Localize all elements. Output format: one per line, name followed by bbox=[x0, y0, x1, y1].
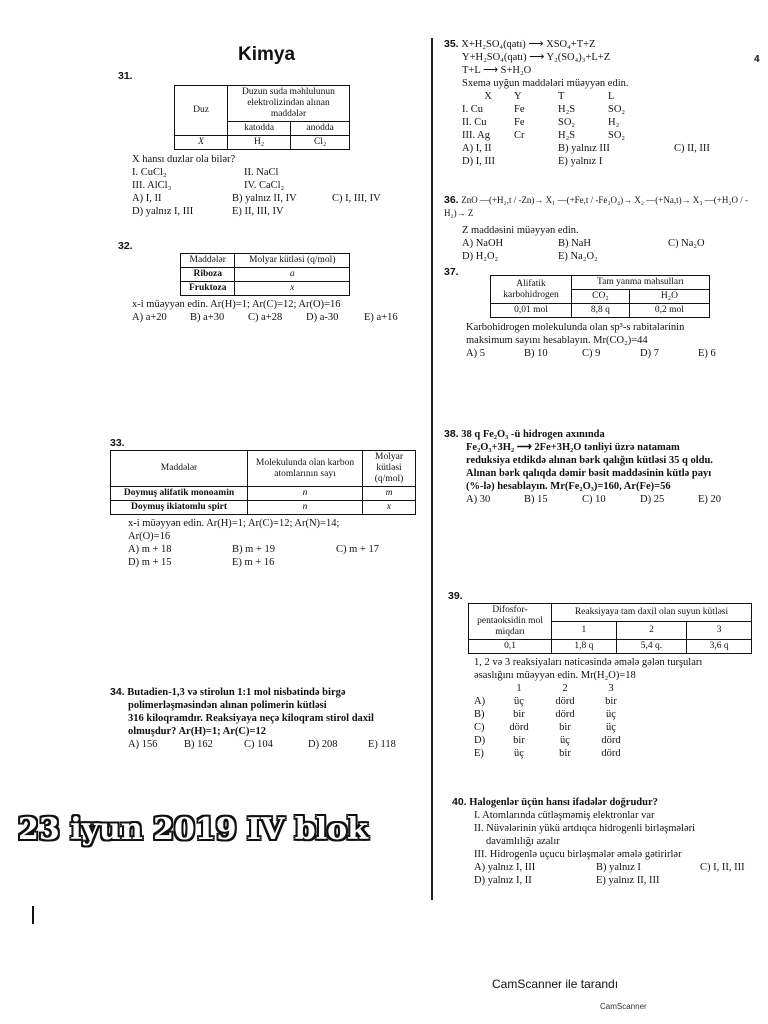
question-38 bbox=[444, 428, 762, 506]
margin-mark bbox=[32, 906, 34, 924]
side-mark: 4 bbox=[754, 54, 760, 65]
q31-option-d[interactable]: D) yalnız I, III bbox=[132, 206, 194, 217]
q36-option-b[interactable]: B) NaH bbox=[558, 238, 591, 249]
question-number: 37. bbox=[444, 266, 459, 278]
q31-item3: III. AlCl₃ bbox=[132, 180, 172, 191]
q33-r2-m: x bbox=[363, 501, 416, 515]
q33-option-d[interactable]: D) m + 15 bbox=[128, 557, 172, 568]
q35-h-t: T bbox=[558, 91, 565, 102]
q36-equation: ZnO —(+H₂,t / -Zn)→ X₁ —(+Fe,t / -Fe₃O₄)→ X₂ —(+Na,t)→ X₃ —(+H₂O / -H₂)→ Z bbox=[444, 195, 748, 218]
q37-question-1: Karbohidrogen molekulunda olan sp³-s rabitələrinin bbox=[466, 322, 685, 333]
option-cell: dörd bbox=[555, 696, 575, 707]
q39-h-2: 2 bbox=[616, 622, 687, 640]
option-cell: bir bbox=[513, 709, 525, 720]
q32-h-madde: Maddələr bbox=[181, 254, 235, 268]
question-31 bbox=[118, 70, 418, 218]
q39-h-reaks: Reaksiyaya tam daxil olan suyun kütləsi bbox=[552, 604, 752, 622]
q39-col-3: 3 bbox=[608, 683, 614, 694]
q37-h-tam: Tam yanma məhsulları bbox=[572, 276, 710, 290]
q39-v-mol: 0,1 bbox=[469, 640, 552, 654]
q37-v-mol: 0,01 mol bbox=[491, 304, 572, 318]
q32-option-c[interactable]: C) a+28 bbox=[248, 312, 283, 323]
scanner-logo-text: CamScanner bbox=[600, 1002, 647, 1011]
q39-h-1: 1 bbox=[552, 622, 617, 640]
question-33 bbox=[110, 437, 430, 569]
q33-option-b[interactable]: B) m + 19 bbox=[232, 544, 275, 555]
q31-x: X bbox=[175, 136, 228, 150]
q37-h-alifatik: Alifatik karbohidrogen bbox=[491, 276, 572, 304]
q40-question: Halogenlər üçün hansı ifadələr doğrudur? bbox=[469, 797, 658, 808]
q33-r1-n: n bbox=[248, 487, 363, 501]
q40-option-b[interactable]: B) yalnız I bbox=[596, 862, 641, 873]
q38-line-2: Fe₂O₃+3H₂ ⟶ 2Fe+3H₂O tənliyi üzrə natamam bbox=[466, 442, 680, 453]
q35-eq-2: Y+H₂SO₄(qatı) ⟶ Y₂(SO₄)₃+L+Z bbox=[462, 52, 611, 63]
q37-question-2: maksimum sayını hesablayın. Mr(CO₂)=44 bbox=[466, 335, 648, 346]
q35-question: Sxemə uyğun maddələri müəyyən edin. bbox=[462, 78, 629, 89]
question-number: 39. bbox=[448, 590, 463, 602]
q35-eq-3: T+L ⟶ S+H₂O bbox=[462, 65, 532, 76]
q37-option-d[interactable]: D) 7 bbox=[640, 348, 659, 359]
option-cell: bir bbox=[559, 722, 571, 733]
question-32 bbox=[118, 240, 418, 324]
q33-h-atom: Molekulunda olan karbon atomlarının sayı bbox=[248, 451, 363, 487]
option-letter: A) bbox=[474, 696, 486, 707]
q35-option-d[interactable]: D) I, III bbox=[462, 156, 495, 167]
q39-col-1: 1 bbox=[516, 683, 522, 694]
q36-option-c[interactable]: C) Na₂O bbox=[668, 238, 705, 249]
q34-line-2: polimerləşməsindən alınan polimerin kütləsi bbox=[128, 700, 327, 711]
q38-option-d[interactable]: D) 25 bbox=[640, 494, 665, 505]
q39-option-c[interactable] bbox=[474, 721, 762, 734]
question-number: 38. bbox=[444, 428, 459, 440]
option-cell: dörd bbox=[509, 722, 529, 733]
q35-r2-y: Fe bbox=[514, 117, 525, 128]
option-cell: üç bbox=[560, 735, 570, 746]
q38-option-b[interactable]: B) 15 bbox=[524, 494, 548, 505]
q38-option-a[interactable]: A) 30 bbox=[466, 494, 491, 505]
q32-option-e[interactable]: E) a+16 bbox=[364, 312, 398, 323]
option-cell: bir bbox=[605, 696, 617, 707]
q39-v-3: 3,6 q bbox=[687, 640, 752, 654]
q33-r2-n: n bbox=[248, 501, 363, 515]
q37-v-co2: 8,8 q bbox=[572, 304, 630, 318]
q40-option-d[interactable]: D) yalnız I, II bbox=[474, 875, 532, 886]
q35-r3-t: H₂S bbox=[558, 130, 576, 141]
q36-option-e[interactable]: E) Na₂O₂ bbox=[558, 251, 598, 262]
option-cell: üç bbox=[514, 748, 524, 759]
q31-h-main: Duzun suda məhlulunun elektrolizindən alınan maddələr bbox=[228, 86, 350, 122]
q31-table bbox=[174, 85, 350, 150]
q37-option-e[interactable]: E) 6 bbox=[698, 348, 716, 359]
question-number: 35. bbox=[444, 38, 459, 50]
q35-r3-y: Cr bbox=[514, 130, 525, 141]
q40-statement-2a: II. Nüvələrinin yükü artdıqca hidrogenli birləşmələri bbox=[474, 823, 696, 834]
q35-r2-l: H₂ bbox=[608, 117, 620, 128]
q33-r2-name: Doymuş ikiatomlu spirt bbox=[111, 501, 248, 515]
q37-option-a[interactable]: A) 5 bbox=[466, 348, 485, 359]
q31-option-b[interactable]: B) yalnız II, IV bbox=[232, 193, 297, 204]
q35-r3-l: SO₂ bbox=[608, 130, 626, 141]
q40-option-e[interactable]: E) yalnız II, III bbox=[596, 875, 660, 886]
option-cell: üç bbox=[514, 696, 524, 707]
q31-item4: IV. CaCl₂ bbox=[244, 180, 285, 191]
q34-option-e[interactable]: E) 118 bbox=[368, 739, 396, 750]
q34-line-3: 316 kiloqramdır. Reaksiyaya neçə kiloqram stirol daxil bbox=[128, 713, 374, 724]
q31-option-c[interactable]: C) I, III, IV bbox=[332, 193, 381, 204]
question-40 bbox=[452, 796, 762, 887]
q32-r2-name: Fruktoza bbox=[181, 282, 235, 296]
q35-option-a[interactable]: A) I, II bbox=[462, 143, 492, 154]
q33-option-a[interactable]: A) m + 18 bbox=[128, 544, 172, 555]
q39-option-a[interactable] bbox=[474, 695, 762, 708]
q39-h-difosfor: Difosfor-pentaoksidin mol miqdarı bbox=[469, 604, 552, 640]
q35-h-x: X bbox=[484, 91, 492, 102]
q35-eq-1: X+H₂SO₄(qatı) ⟶ XSO₄+T+Z bbox=[461, 39, 596, 50]
q39-v-2: 5,4 q. bbox=[616, 640, 687, 654]
option-cell: dörd bbox=[601, 748, 621, 759]
q33-h-kutle: Molyar kütləsi (q/mol) bbox=[363, 451, 416, 487]
q32-r1-name: Riboza bbox=[181, 268, 235, 282]
q31-item2: II. NaCl bbox=[244, 167, 279, 178]
q31-h-duz: Duz bbox=[175, 86, 228, 136]
question-number: 33. bbox=[110, 437, 125, 449]
q39-option-d[interactable] bbox=[474, 734, 762, 747]
q31-h-katod: katodda bbox=[228, 122, 291, 136]
q35-r3-x: III. Ag bbox=[462, 130, 490, 141]
q38-option-e[interactable]: E) 20 bbox=[698, 494, 722, 505]
q32-r1-val: a bbox=[235, 268, 350, 282]
q33-table bbox=[110, 450, 416, 515]
q32-option-d[interactable]: D) a-30 bbox=[306, 312, 339, 323]
q31-question: X hansı duzlar ola bilər? bbox=[132, 154, 236, 165]
q35-option-c[interactable]: C) II, III bbox=[674, 143, 710, 154]
question-number: 40. bbox=[452, 796, 467, 808]
q34-option-b[interactable]: B) 162 bbox=[184, 739, 213, 750]
q36-question: Z maddəsini müəyyən edin. bbox=[462, 225, 579, 236]
q40-statement-1: I. Atomlarında cütləşməmiş elektronlar var bbox=[474, 810, 655, 821]
q37-h-h2o: H₂O bbox=[629, 290, 709, 304]
q31-anod-val: Cl₂ bbox=[291, 136, 350, 150]
q31-option-e[interactable]: E) II, III, IV bbox=[232, 206, 284, 217]
q39-v-1: 1,8 q bbox=[552, 640, 617, 654]
q31-option-a[interactable]: A) I, II bbox=[132, 193, 162, 204]
q39-col-2: 2 bbox=[562, 683, 568, 694]
q34-option-c[interactable]: C) 104 bbox=[244, 739, 273, 750]
q39-answer-grid bbox=[474, 682, 762, 760]
q38-line-4: Alınan bərk qalıqda dəmir bəsit maddəsinin kütlə payı bbox=[466, 468, 712, 479]
question-39 bbox=[448, 590, 762, 760]
option-letter: D) bbox=[474, 735, 486, 746]
question-number: 32. bbox=[118, 240, 133, 252]
q33-question-1: x-i müəyyən edin. Ar(H)=1; Ar(C)=12; Ar(N)=14; bbox=[128, 518, 340, 529]
column-divider bbox=[431, 38, 433, 900]
question-36 bbox=[444, 194, 762, 263]
option-cell: dörd bbox=[555, 709, 575, 720]
q33-question-2: Ar(O)=16 bbox=[128, 531, 171, 542]
option-cell: üç bbox=[606, 709, 616, 720]
q37-option-b[interactable]: B) 10 bbox=[524, 348, 548, 359]
q37-v-h2o: 0,2 mol bbox=[629, 304, 709, 318]
q34-line-1: Butadien-1,3 və stirolun 1:1 mol nisbətində birgə bbox=[127, 687, 346, 698]
q39-question-2: əsaslığını müəyyən edin. Mr(H₂O)=18 bbox=[474, 670, 636, 681]
option-cell: bir bbox=[559, 748, 571, 759]
q40-statement-3: III. Hidrogenlə uçucu birləşmələr əmələ gətirirlər bbox=[474, 849, 682, 860]
q35-option-b[interactable]: B) yalnız III bbox=[558, 143, 610, 154]
q33-option-e[interactable]: E) m + 16 bbox=[232, 557, 275, 568]
option-letter: B) bbox=[474, 709, 485, 720]
q35-option-e[interactable]: E) yalnız I bbox=[558, 156, 603, 167]
q39-option-b[interactable] bbox=[474, 708, 762, 721]
q35-h-l: L bbox=[608, 91, 615, 102]
q38-line-3: reduksiya etdikdə alınan bərk qalığın kütləsi 35 q oldu. bbox=[466, 455, 713, 466]
q37-table bbox=[490, 275, 710, 318]
q40-option-a[interactable]: A) yalnız I, III bbox=[474, 862, 536, 873]
q37-h-co2: CO₂ bbox=[572, 290, 630, 304]
question-37 bbox=[444, 266, 762, 360]
q31-h-anod: anodda bbox=[291, 122, 350, 136]
scanner-footer: CamScanner ile tarandı bbox=[492, 977, 619, 991]
q32-table bbox=[180, 253, 350, 296]
option-cell: bir bbox=[513, 735, 525, 746]
q35-r1-y: Fe bbox=[514, 104, 525, 115]
q33-option-c[interactable]: C) m + 17 bbox=[336, 544, 379, 555]
question-number: 36. bbox=[444, 194, 459, 206]
q35-r2-x: II. Cu bbox=[462, 117, 487, 128]
q38-line-5: (%-lə) hesablayın. Mr(Fe₂O₃)=160, Ar(Fe)=56 bbox=[466, 481, 671, 492]
q36-option-a[interactable]: A) NaOH bbox=[462, 238, 504, 249]
q32-h-kutle: Molyar kütləsi (q/mol) bbox=[235, 254, 350, 268]
q32-option-b[interactable]: B) a+30 bbox=[190, 312, 225, 323]
question-number: 31. bbox=[118, 70, 133, 82]
q34-line-4: olmuşdur? Ar(H)=1; Ar(C)=12 bbox=[128, 726, 266, 737]
q32-option-a[interactable]: A) a+20 bbox=[132, 312, 167, 323]
option-letter: E) bbox=[474, 748, 484, 759]
option-letter: C) bbox=[474, 722, 485, 733]
q34-option-d[interactable]: D) 208 bbox=[308, 739, 338, 750]
q31-katod-val: H₂ bbox=[228, 136, 291, 150]
q38-option-c[interactable]: C) 10 bbox=[582, 494, 606, 505]
question-34 bbox=[110, 686, 430, 751]
q37-option-c[interactable]: C) 9 bbox=[582, 348, 601, 359]
question-35 bbox=[444, 38, 744, 168]
q35-h-y: Y bbox=[514, 91, 522, 102]
q39-table bbox=[468, 603, 752, 654]
q39-h-3: 3 bbox=[687, 622, 752, 640]
option-cell: dörd bbox=[601, 735, 621, 746]
q34-option-a[interactable]: A) 156 bbox=[128, 739, 158, 750]
block-date-label: 23 iyun 2019 IV blok bbox=[18, 812, 368, 847]
q39-question-1: 1, 2 və 3 reaksiyaları nəticəsində əmələ gələn turşuları bbox=[474, 657, 703, 668]
q32-r2-val: x bbox=[235, 282, 350, 296]
q35-r1-l: SO₂ bbox=[608, 104, 626, 115]
q31-item1: I. CuCl₂ bbox=[132, 167, 167, 178]
q35-r1-t: H₂S bbox=[558, 104, 576, 115]
q36-option-d[interactable]: D) H₂O₂ bbox=[462, 251, 499, 262]
page-title: Kimya bbox=[238, 44, 296, 65]
q32-question: x-i müəyyən edin. Ar(H)=1; Ar(C)=12; Ar(O)=16 bbox=[132, 299, 341, 310]
question-number: 34. bbox=[110, 686, 125, 698]
q33-h-madde: Maddələr bbox=[111, 451, 248, 487]
q33-r1-name: Doymuş alifatik monoamin bbox=[111, 487, 248, 501]
q38-line-1: 38 q Fe₂O₃ -ü hidrogen axınında bbox=[461, 429, 605, 440]
q35-r1-x: I. Cu bbox=[462, 104, 483, 115]
q40-option-c[interactable]: C) I, II, III bbox=[700, 862, 745, 873]
q35-r2-t: SO₂ bbox=[558, 117, 576, 128]
option-cell: üç bbox=[606, 722, 616, 733]
q39-option-e[interactable] bbox=[474, 747, 762, 760]
q33-r1-m: m bbox=[363, 487, 416, 501]
q40-statement-2b: davamlılığı azalır bbox=[486, 836, 560, 847]
